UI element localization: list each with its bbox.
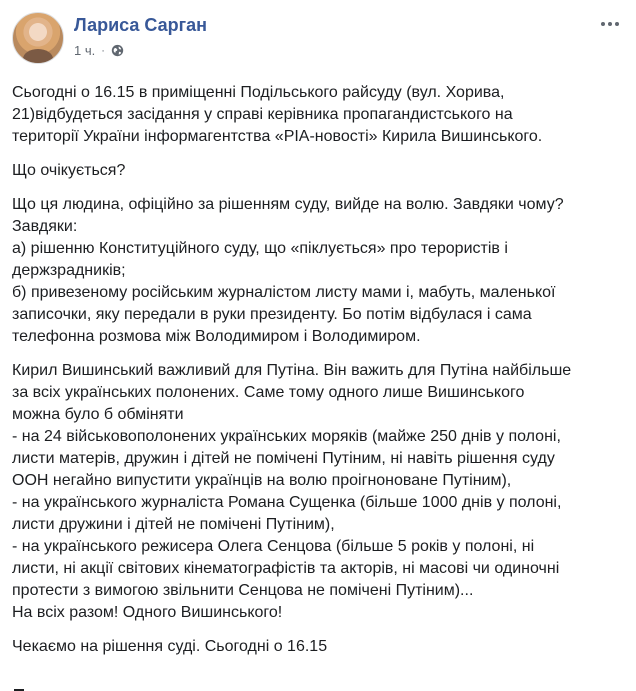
post-paragraph <box>12 194 624 348</box>
post-text-line: території України інформагентства «РІА-новості» Кирила Вишинського. <box>12 128 543 145</box>
post-meta <box>74 12 624 58</box>
post-text-line: Завдяки: <box>12 218 78 235</box>
post-text-line: - на українського журналіста Романа Сущенка (більше 1000 днів у полоні, <box>12 494 562 511</box>
post-timestamp[interactable]: 1 ч. <box>74 43 96 58</box>
post-text-line: а) рішенню Конституційного суду, що «піклується» про терористів і <box>12 240 508 257</box>
post-header <box>12 12 624 64</box>
more-options-icon[interactable] <box>598 14 622 34</box>
author-avatar[interactable] <box>12 12 64 64</box>
post-text-line: б) привезеному російським журналістом листу мами і, мабуть, маленької <box>12 284 556 301</box>
author-name-link[interactable]: Лариса Сарган <box>74 15 207 35</box>
post-text-line: Кирил Вишинський важливий для Путіна. Він важить для Путіна найбільше <box>12 362 572 379</box>
globe-icon[interactable] <box>111 44 124 57</box>
post-text-line: - на українського режисера Олега Сенцова (більше 5 років у полоні, ні <box>12 538 535 555</box>
post-text-line: На всіх разом! Одного Вишинського! <box>12 604 283 621</box>
post-text-line: - на 24 військовополонених українських моряків (майже 250 днів у полоні, <box>12 428 561 445</box>
post-text-line: 21)відбудеться засідання у справі керівника пропагандистського на <box>12 106 513 123</box>
post-subline <box>74 43 624 58</box>
post-text-line: листи, ні акції світових кінематографістів та акторів, ні масові чи одиночні <box>12 560 560 577</box>
post-text-line: протести з вимогою звільнити Сенцова не помічені Путіним)... <box>12 582 474 599</box>
post-text <box>12 82 624 658</box>
post-text-line: Що ця людина, офіційно за рішенням суду, вийде на волю. Завдяки чому? <box>12 196 564 213</box>
post-text-line: телефонна розмова між Володимиром і Володимиром. <box>12 328 421 345</box>
post-paragraph <box>12 636 624 658</box>
post-text-line: Сьогодні о 16.15 в приміщенні Подільського райсуду (вул. Хорива, <box>12 84 505 101</box>
post-text-line: за всіх українських полонених. Саме тому одного лише Вишинського <box>12 384 525 401</box>
post-text-line: держзрадників; <box>12 262 126 279</box>
post-text-line: Що очікується? <box>12 162 126 179</box>
post-text-line: можна було б обміняти <box>12 406 184 423</box>
separator-dot: · <box>101 44 105 57</box>
post-text-line: листи дружини і дітей не помічені Путіним), <box>12 516 335 533</box>
post-paragraph <box>12 160 624 182</box>
post-text-line: ООН негайно випустити українців на волю проігноноване Путіним), <box>12 472 512 489</box>
post-paragraph <box>12 360 624 624</box>
post-text-line: листи матерів, дружин і дітей не помічені Путіним, ні навіть рішення суду <box>12 450 555 467</box>
post-text-line: Чекаємо на рішення суді. Сьогодні о 16.15 <box>12 638 328 655</box>
post-paragraph <box>12 82 624 148</box>
post-text-line: записочки, яку передали в руки президенту. Бо потім відбулася і сама <box>12 306 532 323</box>
